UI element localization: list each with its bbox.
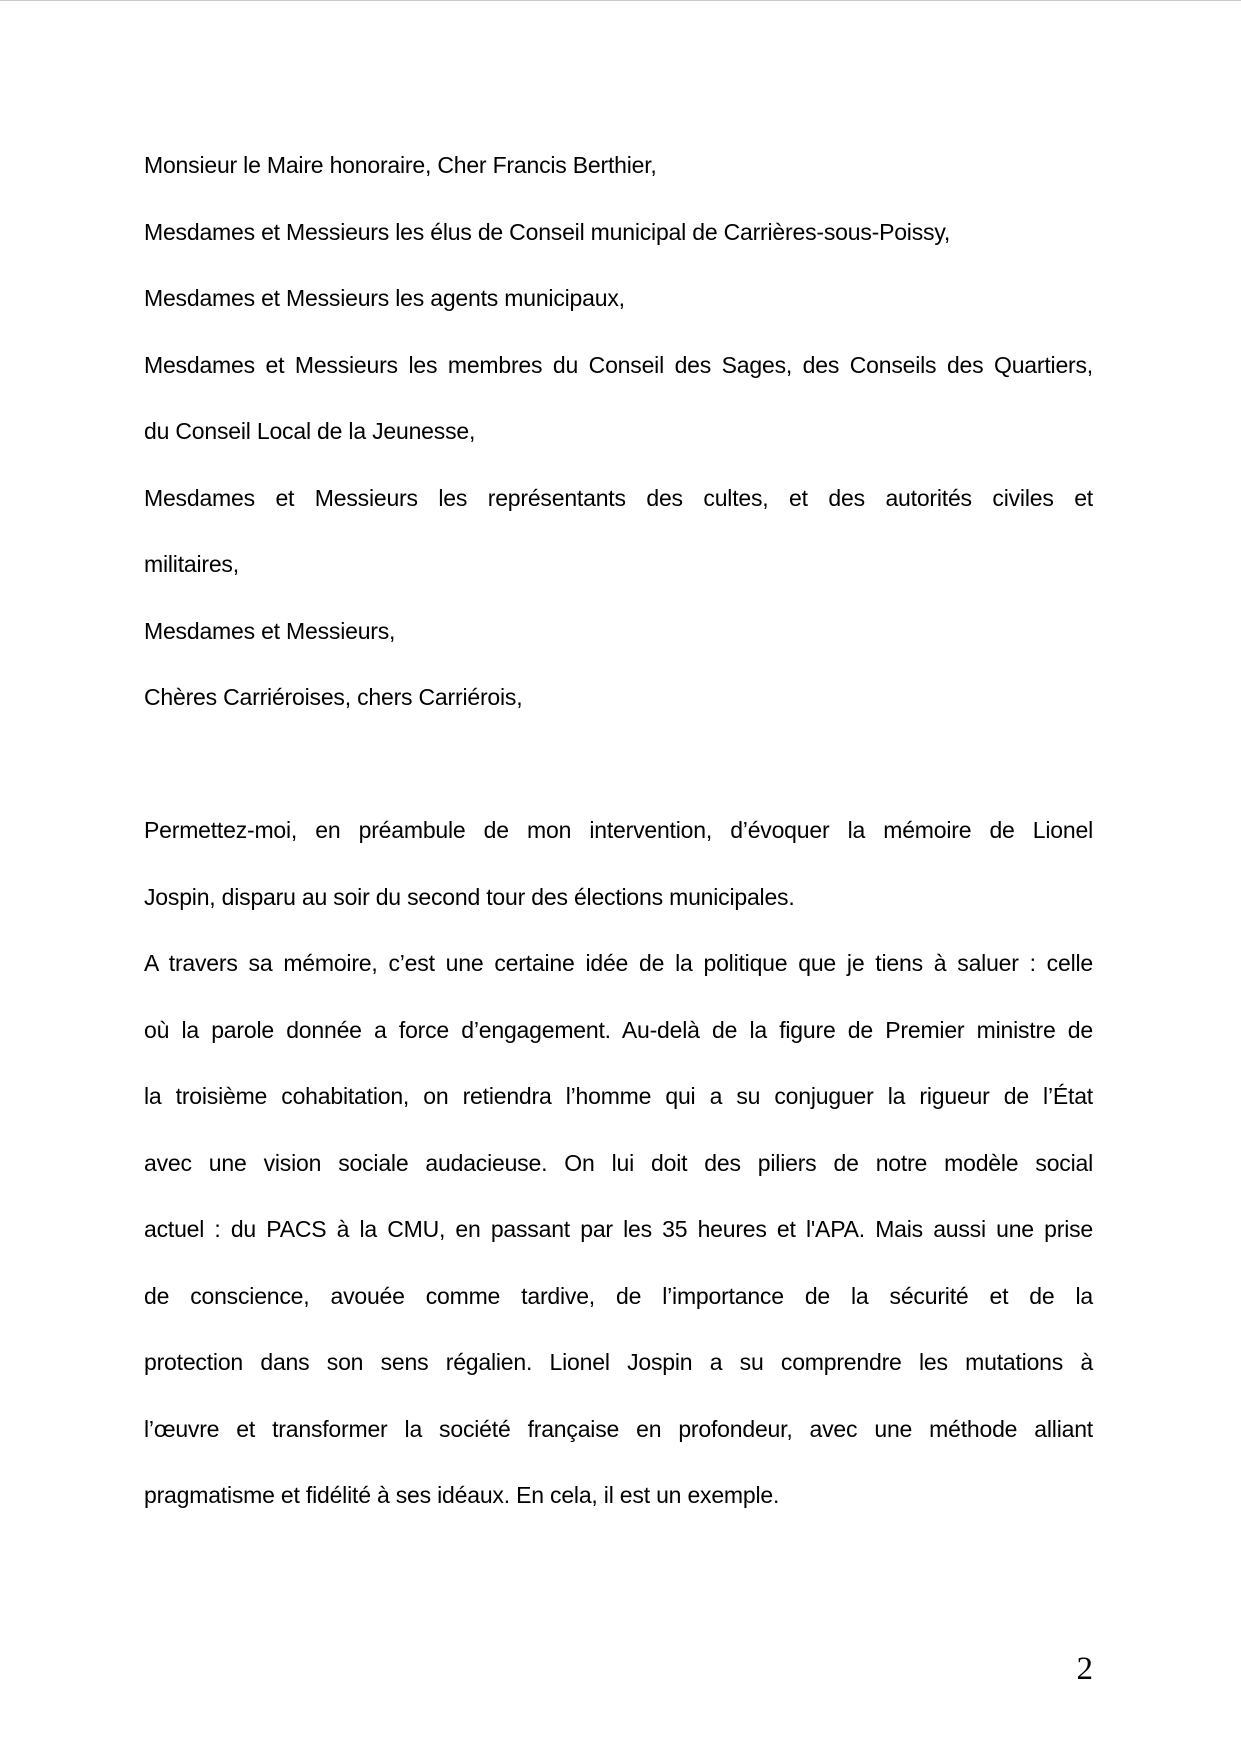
text-line: Jospin, disparu au soir du second tour des élections municipales.: [144, 883, 795, 910]
text-line: avec une vision sociale audacieuse. On lui doit des piliers de notre modèle social: [144, 1149, 1093, 1176]
document-body: [144, 1, 1093, 1529]
text-line: militaires,: [144, 551, 239, 577]
salutation-elus: [144, 199, 1093, 266]
para-hommage-intro: [144, 797, 1093, 930]
page-number: 2: [1076, 1651, 1093, 1687]
text-line: actuel : du PACS à la CMU, en passant par les 35 heures et l'APA. Mais aussi une prise: [144, 1216, 1093, 1242]
text-line: Chères Carriéroises, chers Carriérois,: [144, 684, 523, 710]
salutation-mesdames-messieurs: [144, 598, 1093, 665]
text-line: [144, 731, 1093, 798]
text-line: Monsieur le Maire honoraire, Cher Francis Berthier,: [144, 152, 657, 178]
text-line: Mesdames et Messieurs les élus de Conseil municipal de Carrières-sous-Poissy,: [144, 218, 951, 245]
blank-line: [144, 731, 1093, 798]
text-line: Mesdames et Messieurs les membres du Conseil des Sages, des Conseils des Quartiers,: [144, 351, 1093, 378]
text-line: A travers sa mémoire, c’est une certaine idée de la politique que je tiens à saluer : celle: [144, 950, 1093, 976]
text-line: l’œuvre et transformer la société française en profondeur, avec une méthode alliant: [144, 1415, 1093, 1442]
salutation-maire: [144, 132, 1093, 199]
page-footer: [144, 1653, 1093, 1686]
text-line: Mesdames et Messieurs,: [144, 617, 396, 644]
text-line: Mesdames et Messieurs les agents municipaux,: [144, 285, 625, 311]
salutation-cultes: [144, 465, 1093, 598]
salutation-agents: [144, 265, 1093, 332]
text-line: Mesdames et Messieurs les représentants des cultes, et des autorités civiles et: [144, 484, 1093, 511]
text-line: protection dans son sens régalien. Lionel Jospin a su comprendre les mutations à: [144, 1349, 1093, 1375]
salutation-conseils: [144, 332, 1093, 465]
text-line: du Conseil Local de la Jeunesse,: [144, 418, 476, 444]
text-line: pragmatisme et fidélité à ses idéaux. En cela, il est un exemple.: [144, 1482, 780, 1508]
para-hommage-jospin: [144, 930, 1093, 1529]
text-line: Permettez-moi, en préambule de mon intervention, d’évoquer la mémoire de Lionel: [144, 817, 1093, 843]
salutation-carrierois: [144, 664, 1093, 731]
text-line: où la parole donnée a force d’engagement. Au-delà de la figure de Premier ministre de: [144, 1016, 1093, 1043]
text-line: de conscience, avouée comme tardive, de l’importance de la sécurité et de la: [144, 1282, 1093, 1309]
text-line: la troisième cohabitation, on retiendra l’homme qui a su conjuguer la rigueur de l’État: [144, 1083, 1093, 1109]
